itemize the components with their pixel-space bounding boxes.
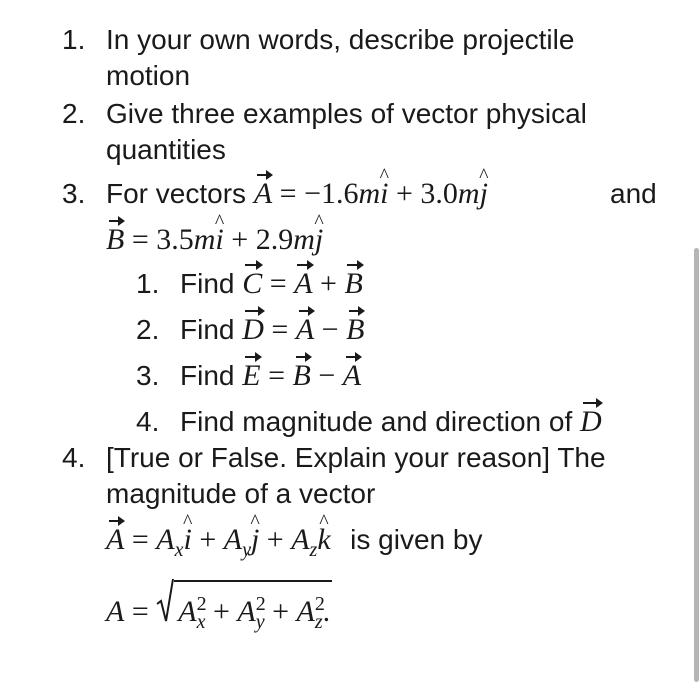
- square-root-radicand: $A^2_x + A^2_y + A^2_z$.: [174, 580, 332, 640]
- i-hat: ^ i: [183, 522, 191, 558]
- subitem-4: [180, 404, 602, 440]
- A-y-component: 3.0: [420, 177, 458, 210]
- vector-B-equation: B = 3.5m^ i + 2.9m^ j: [106, 222, 323, 258]
- item-3-and: and: [610, 178, 657, 209]
- unit-vector-i-hat-2: ^ i: [215, 222, 223, 258]
- vector-B-symbol: B: [106, 223, 125, 256]
- B-x-component: 3.5: [156, 223, 194, 256]
- vector-C-symbol: C: [242, 267, 263, 300]
- vector-B-symbol-4: B: [292, 359, 311, 392]
- vector-A-equation: A = −1.6m^ i + 3.0m^ j: [254, 177, 488, 210]
- B-y-component: 2.9: [255, 223, 294, 256]
- vector-D-symbol-2: D: [580, 405, 602, 438]
- j-hat: ^ j: [251, 522, 259, 558]
- item-3-prefix: For vectors: [106, 178, 247, 209]
- unit-vector-j-hat: ^ j: [480, 176, 488, 212]
- minus-operator: −: [321, 313, 339, 346]
- unit-m-4: m: [293, 223, 315, 256]
- unit-vector-i-hat: ^ i: [380, 176, 388, 212]
- vector-A-symbol-2: A: [294, 267, 313, 300]
- subitem-4-number: 4.: [136, 406, 160, 437]
- vector-B-symbol-2: B: [344, 267, 363, 300]
- item-4-text-line-2: magnitude of a vector: [106, 478, 376, 509]
- vector-D-symbol: D: [242, 313, 264, 346]
- square-root-sign-icon: [156, 578, 174, 624]
- subitem-2-number: 2.: [136, 314, 160, 345]
- unit-vector-j-hat-2: ^ j: [315, 222, 323, 258]
- subitem-2-text: Find: [180, 314, 235, 345]
- unit-m-3: m: [193, 223, 216, 256]
- vector-A-symbol: A: [253, 177, 273, 210]
- subitem-1: [180, 266, 363, 302]
- item-4-vector-definition: [106, 522, 482, 568]
- scrollbar[interactable]: [694, 248, 699, 682]
- item-3-line-1: [106, 176, 488, 212]
- subitem-1-text: Find: [180, 268, 235, 299]
- item-2-number: 2.: [62, 98, 86, 129]
- subitem-1-equation: C = A + B: [242, 267, 363, 300]
- subitem-4-text: Find magnitude and direction of: [180, 406, 573, 437]
- item-1-text-line-2: motion: [106, 60, 191, 91]
- unit-m-1: m: [358, 177, 381, 210]
- item-4-text-line-1: [True or False. Explain your reason] The: [106, 442, 606, 473]
- item-2-text-line-1: Give three examples of vector physical: [106, 98, 587, 129]
- square-root: [156, 580, 332, 640]
- item-3-number: 3.: [62, 178, 86, 209]
- k-hat: ^ k: [317, 522, 330, 558]
- item-2-text-line-2: quantities: [106, 134, 226, 165]
- item-1-text-line-1: In your own words, describe projectile: [106, 24, 575, 55]
- subitem-1-number: 1.: [136, 268, 160, 299]
- vector-A-symbol-4: A: [342, 359, 362, 392]
- A-x-component: −1.6: [304, 177, 359, 210]
- item-1-number: 1.: [62, 24, 86, 55]
- subitem-3-number: 3.: [136, 360, 160, 391]
- subitem-3: [180, 358, 361, 394]
- magnitude-formula: A = $A^2_x + A^2_y + A^2_z$.: [106, 580, 332, 640]
- item-4-number: 4.: [62, 442, 86, 473]
- unit-m-2: m: [457, 177, 480, 210]
- vector-A-symbol-5: A: [106, 523, 125, 556]
- given-by-text: is given by: [350, 524, 483, 555]
- subitem-2: [180, 312, 364, 348]
- subitem-2-equation: D = A − B: [242, 313, 365, 346]
- vector-A-symbol-3: A: [295, 313, 315, 346]
- vector-E-symbol: E: [242, 359, 261, 392]
- subitem-3-equation: E = B − A: [242, 359, 362, 392]
- subitem-3-text: Find: [180, 360, 235, 391]
- plus-operator: +: [320, 267, 337, 300]
- vector-B-symbol-3: B: [346, 313, 365, 346]
- vector-A-components-equation: $A = A_x\^{}$ $i + A_y\^{}$ $j + A_z\^{}$ k: [106, 523, 338, 556]
- minus-operator-2: −: [318, 359, 336, 392]
